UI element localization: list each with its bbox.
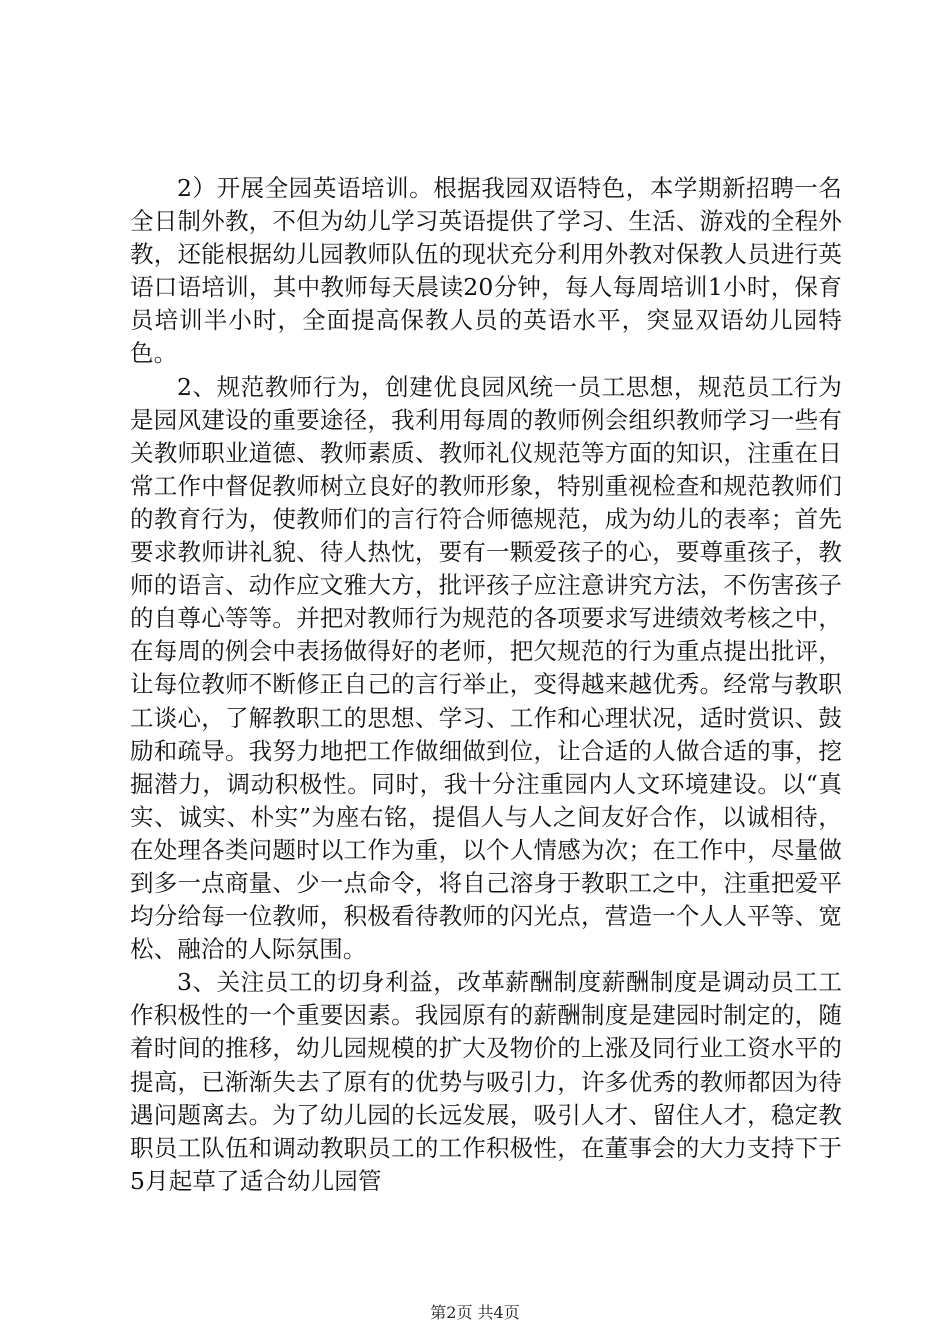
paragraph-english-training: 2）开展全园英语培训。根据我园双语特色，本学期新招聘一名全日制外教，不但为幼儿学习英语提供了学习、生活、游戏的全程外教，还能根据幼儿园教师队伍的现状充分利用外教对保教人员进行英语口语培训，其中教师每天晨读20分钟，每人每周培训1小时，保育员培训半小时，全面提高保教人员的英语水平，突显双语幼儿园特色。 (130, 174, 842, 368)
document-body (130, 172, 842, 1198)
paragraph-salary-reform: 3、关注员工的切身利益，改革薪酬制度薪酬制度是调动员工工作积极性的一个重要因素。我园原有的薪酬制度是建园时制定的，随着时间的推移，幼儿园规模的扩大及物价的上涨及同行业工资水平的提高，已渐渐失去了原有的优势与吸引力，许多优秀的教师都因为待遇问题离去。为了幼儿园的长远发展，吸引人才、留住人才，稳定教职员工队伍和调动教职员工的工作积极性，在董事会的大力支持下于5月起草了适合幼儿园管 (130, 968, 842, 1195)
paragraph-teacher-conduct: 2、规范教师行为，创建优良园风统一员工思想，规范员工行为是园风建设的重要途径，我利用每周的教师例会组织教师学习一些有关教师职业道德、教师素质、教师礼仪规范等方面的知识，注重在日常工作中督促教师树立良好的教师形象，特别重视检查和规范教师们的教育行为，使教师们的言行符合师德规范，成为幼儿的表率；首先要求教师讲礼貌、待人热忱，要有一颗爱孩子的心，要尊重孩子，教师的语言、动作应文雅大方，批评孩子应注意讲究方法，不伤害孩子的自尊心等等。并把对教师行为规范的各项要求写进绩效考核之中，在每周的例会中表扬做得好的老师，把欠规范的行为重点提出批评，让每位教师不断修正自己的言行举止，变得越来越优秀。经常与教职工谈心，了解教职工的思想、学习、工作和心理状况，适时赏识、鼓励和疏导。我努力地把工作做细做到位，让合适的人做合适的事，挖掘潜力，调动积极性。同时，我十分注重园内人文环境建设。以“真实、诚实、朴实”为座右铭，提倡人与人之间友好合作，以诚相待，在处理各类问题时以工作为重，以个人情感为次；在工作中，尽量做到多一点商量、少一点命令，将自己溶身于教职工之中，注重把爱平均分给每一位教师，积极看待教师的闪光点，营造一个人人平等、宽松、融洽的人际氛围。 (130, 372, 842, 964)
page-number-footer: 第2页 共4页 (430, 1303, 520, 1322)
